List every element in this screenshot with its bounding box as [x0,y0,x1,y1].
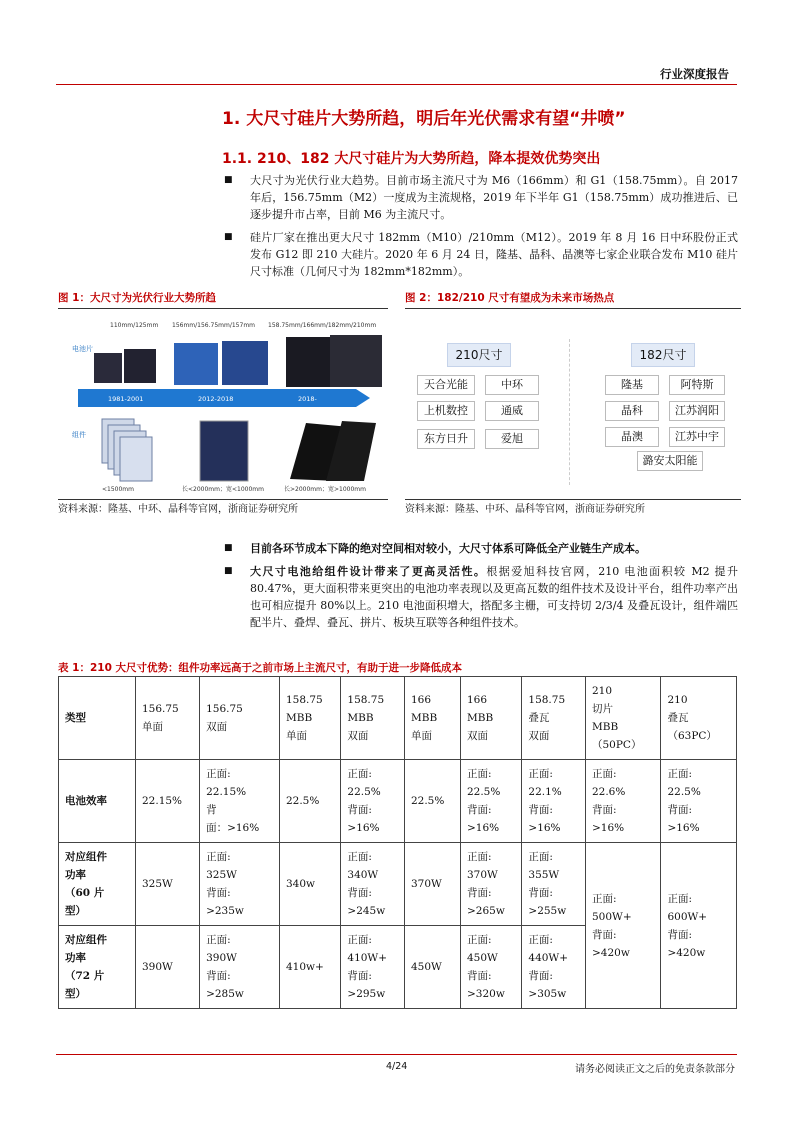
company-tag: 通威 [485,401,539,421]
table-cell: 158.75 MBB 双面 [341,677,405,760]
table-cell: 正面: 440W+ 背面: >305w [522,926,586,1009]
table-cell: 370W [404,843,460,926]
table-row-efficiency [59,760,737,843]
bullet-square-icon: ■ [224,543,233,553]
table-cell: 340w [279,843,340,926]
table-cell: 正面: 325W 背面: >235w [200,843,280,926]
era-label: 2018- [298,395,317,403]
era-label: 1981-2001 [108,395,144,403]
table-cell: 对应组件 功率 （60 片 型） [59,843,136,926]
figure1-source: 资料来源：隆基、中环、晶科等官网，浙商证券研究所 [58,504,298,515]
table-caption: 表 1：210 大尺寸优势：组件功率远高于之前市场上主流尺寸，有助于进一步降低成本 [58,662,463,674]
company-tag: 江苏中宇 [669,427,725,447]
size-label: 110mm/125mm [110,322,159,329]
size-label: 158.75mm/166mm/182mm/210mm [268,322,377,329]
module-row-label: 组件 [72,431,86,439]
table-cell: 158.75 叠瓦 双面 [522,677,586,760]
table-cell: 210 切片 MBB （50PC） [585,677,660,760]
table-cell: 450W [404,926,460,1009]
table-cell: 对应组件 功率 （72 片 型） [59,926,136,1009]
table-cell: 正面: 600W+ 背面: >420w [661,843,737,1009]
bullet-list-top [222,172,738,286]
cell-small [94,353,122,383]
cell-medium [222,341,268,385]
header-rule [56,84,737,85]
cell-large [330,335,382,387]
figure2-source: 资料来源：隆基、中环、晶科等官网，浙商证券研究所 [405,504,645,515]
company-tag: 爱旭 [485,429,539,449]
company-tag: 上机数控 [417,401,475,421]
footer-rule [56,1054,737,1055]
table-cell: 410w+ [279,926,340,1009]
table-cell: 正面: 22.5% 背面: >16% [341,760,405,843]
table-cell: 正面: 22.15% 背 面：>16% [200,760,280,843]
cell-large [286,337,336,387]
table-header-row [59,677,737,760]
table-cell: 正面: 390W 背面: >285w [200,926,280,1009]
table-cell: 158.75 MBB 单面 [279,677,340,760]
table-cell: 22.15% [136,760,200,843]
footer-disclaimer: 请务必阅读正文之后的免责条款部分 [575,1064,735,1075]
bullet-item: ■ 硅片厂家在推出更大尺寸 182mm（M10）/210mm（M12）。2019 年 8 月 16 日中环股份正式发布 G12 即 210 大硅片。2020 年 6 月 24 日，隆基、晶科、晶澳等七家企业联合发布 M10 硅片尺寸标准（几何尺寸为 182mm*182mm）。 [224,231,738,278]
table-cell: 正面: 450W 背面: >320w [460,926,521,1009]
company-tag: 中环 [485,375,539,395]
bullet-square-icon: ■ [224,566,233,576]
company-tag: 晶澳 [605,427,659,447]
table-cell: 22.5% [404,760,460,843]
cell-row-label [72,344,93,353]
bullet-item: ■ 大尺寸为光伏行业大趋势。目前市场主流尺寸为 M6（166mm）和 G1（158.75mm）。自 2017 年后，156.75mm（M2）一度成为主流规格，2019 年下半年 G1（158.75mm）成功推进后、已逐步提升市占率，目前 M6 为主流尺寸。 [224,174,738,221]
figure2-panel [405,308,741,500]
table-cell: 正面: 22.6% 背面: >16% [585,760,660,843]
table-cell: 166 MBB 单面 [404,677,460,760]
table-cell: 类型 [59,677,136,760]
table-cell: 正面: 370W 背面: >265w [460,843,521,926]
company-tag: 天合光能 [417,375,475,395]
page-number: 4/24 [386,1061,408,1072]
table-cell: 电池效率 [59,760,136,843]
table-cell: 正面: 500W+ 背面: >420w [585,843,660,1009]
bullet-item: ■ 目前各环节成本下降的绝对空间相对较小，大尺寸体系可降低全产业链生产成本。 [224,542,646,555]
company-tag: 江苏润阳 [669,401,725,421]
table-cell: 156.75 双面 [200,677,280,760]
figure1-caption: 图 1：大尺寸为光伏行业大势所趋 [58,292,216,304]
table-cell: 正面: 22.5% 背面: >16% [460,760,521,843]
table-cell: 22.5% [279,760,340,843]
figure1-panel [58,308,388,500]
table-cell: 正面: 410W+ 背面: >295w [341,926,405,1009]
table-row-power60 [59,843,737,926]
table-cell: 正面: 22.1% 背面: >16% [522,760,586,843]
section-heading: 1. 大尺寸硅片大势所趋，明后年光伏需求有望“井喷” [222,109,626,129]
era-label: 2012-2018 [198,395,234,403]
company-tag: 阿特斯 [669,375,725,395]
cell-row-label-text: 电池片 [72,345,93,353]
figure2-caption: 图 2：182/210 尺寸有望成为未来市场热点 [405,292,615,304]
table-cell: 325W [136,843,200,926]
comparison-table [58,676,737,1009]
table-cell: 正面: 355W 背面: >255w [522,843,586,926]
module-dim-label: 长>2000mm；宽>1000mm [284,486,366,493]
bullet-square-icon: ■ [224,232,233,242]
table-cell: 390W [136,926,200,1009]
size-evolution-graphic [58,309,388,499]
cell-small [124,349,156,383]
bullet-item: ■ 大尺寸电池给组件设计带来了更高灵活性。根据爱旭科技官网，210 电池面积较 M2 提升 80.47%，更大面积带来更突出的电池功率表现以及更高瓦数的组件技术及设计平台，组件功率产出也可相应提升 80%以上。210 电池面积增大，搭配多主栅，可支持切 2/3/4 及叠瓦设计，组件端匹配半片、叠焊、叠瓦、拼片、板块互联等各种组件技术。 [224,565,738,629]
company-tag: 潞安太阳能 [637,451,703,471]
report-type-label: 行业深度报告 [660,67,729,81]
company-tag: 东方日升 [417,429,475,449]
table-cell: 正面: 22.5% 背面: >16% [661,760,737,843]
subsection-heading: 1.1. 210、182 大尺寸硅片为大势所趋，降本提效优势突出 [222,151,601,167]
table-cell: 210 叠瓦 （63PC） [661,677,737,760]
cell-medium [174,343,218,385]
table-cell: 156.75 单面 [136,677,200,760]
cell-images [94,335,382,387]
group-title-182: 182尺寸 [631,343,695,367]
table-cell: 正面: 340W 背面: >245w [341,843,405,926]
module-dim-label: <1500mm [102,486,134,493]
company-tag: 隆基 [605,375,659,395]
module-dim-label: 长<2000mm；宽<1000mm [182,486,264,493]
size-label: 156mm/156.75mm/157mm [172,322,256,329]
module-images [102,419,376,481]
group-divider [569,339,570,485]
company-tag: 晶科 [605,401,659,421]
group-title-210: 210尺寸 [447,343,511,367]
table-cell: 166 MBB 双面 [460,677,521,760]
bullet-square-icon: ■ [224,175,233,185]
bullet-list-mid [222,540,738,637]
